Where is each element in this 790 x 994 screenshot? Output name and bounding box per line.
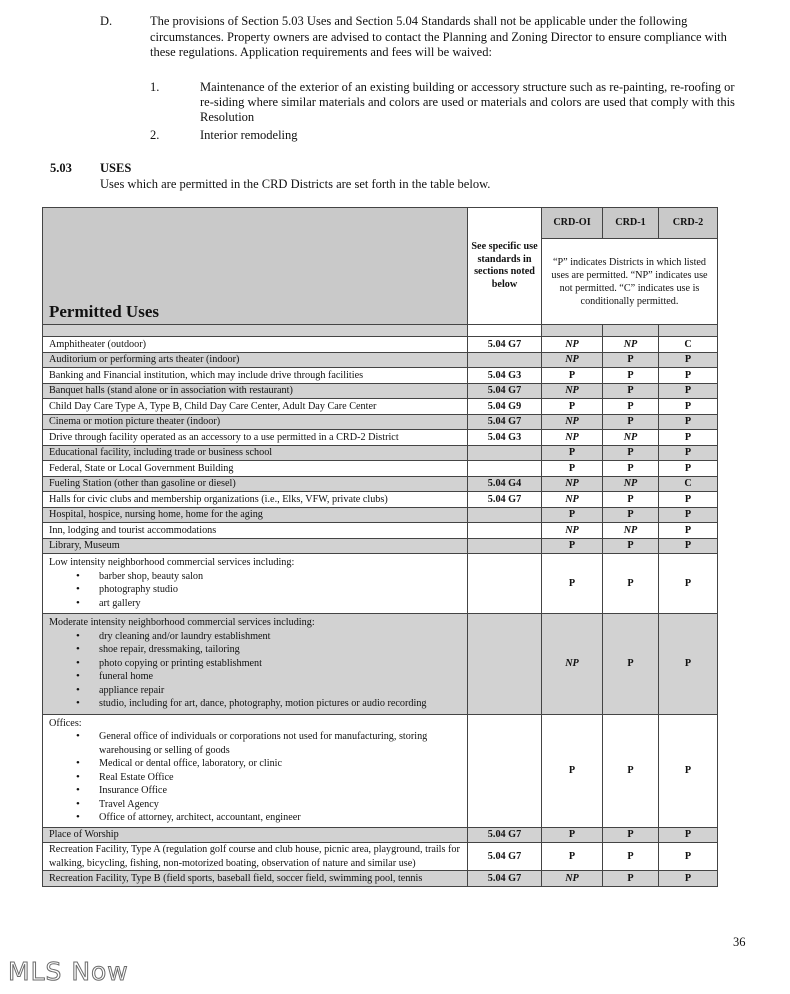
standard-cell: 5.04 G7 — [468, 827, 542, 843]
crd-2-cell: P — [659, 714, 718, 827]
standard-cell: 5.04 G7 — [468, 414, 542, 430]
table-body-after — [43, 827, 718, 886]
use-cell: Recreation Facility, Type B (field sports, baseball field, soccer field, swimming pool, tennis — [43, 871, 468, 887]
list-item: • funeral home — [99, 670, 461, 684]
crd-1-cell: P — [603, 445, 659, 461]
crd-2-cell: P — [659, 871, 718, 887]
permitted-uses-table — [42, 207, 718, 887]
standard-cell: 5.04 G7 — [468, 492, 542, 508]
table-row — [43, 337, 718, 353]
crd-oi-cell: NP — [542, 383, 603, 399]
standard-cell: 5.04 G7 — [468, 383, 542, 399]
crd-1-cell: P — [603, 461, 659, 477]
crd-oi-cell: P — [542, 368, 603, 384]
table-row — [43, 476, 718, 492]
standard-cell: 5.04 G9 — [468, 399, 542, 415]
crd-2-cell: P — [659, 827, 718, 843]
crd-oi-cell: NP — [542, 614, 603, 715]
list-item: • General office of individuals or corporations not used for manufacturing, storing warehousing or selling of goods — [99, 730, 461, 757]
use-cell: Banking and Financial institution, which may include drive through facilities — [43, 368, 468, 384]
standard-cell: 5.04 G7 — [468, 871, 542, 887]
table-row — [43, 538, 718, 554]
crd-1-cell: P — [603, 554, 659, 614]
group-title: Low intensity neighborhood commercial services including: — [49, 557, 295, 568]
item-2-text: Interior remodeling — [200, 128, 298, 142]
section-d-label: D. — [100, 14, 113, 28]
crd-1-cell: NP — [603, 430, 659, 446]
use-cell: Halls for civic clubs and membership organizations (i.e., Elks, VFW, private clubs) — [43, 492, 468, 508]
group-title: Offices: — [49, 717, 82, 729]
standard-cell — [468, 507, 542, 523]
crd-oi-cell: NP — [542, 476, 603, 492]
crd-oi-cell: P — [542, 554, 603, 614]
crd-2-cell: P — [659, 492, 718, 508]
crd-oi-cell: NP — [542, 337, 603, 353]
crd-1-cell: P — [603, 383, 659, 399]
use-cell: Educational facility, including trade or business school — [43, 445, 468, 461]
crd-1-cell: P — [603, 714, 659, 827]
standard-cell: 5.04 G3 — [468, 430, 542, 446]
crd-2-cell: C — [659, 476, 718, 492]
crd-oi-cell: NP — [542, 492, 603, 508]
crd-oi-cell: P — [542, 445, 603, 461]
list-item: • Office of attorney, architect, accountant, engineer — [99, 811, 461, 825]
crd-1-cell: P — [603, 843, 659, 871]
crd-1-cell: P — [603, 352, 659, 368]
crd-2-cell: P — [659, 843, 718, 871]
crd-oi-cell: NP — [542, 871, 603, 887]
crd-1-cell: P — [603, 507, 659, 523]
use-cell: Library, Museum — [43, 538, 468, 554]
table-spacer-row — [43, 325, 718, 337]
crd-oi-cell: P — [542, 507, 603, 523]
list-item: • Travel Agency — [99, 798, 461, 812]
crd-2-cell: C — [659, 337, 718, 353]
table-row — [43, 461, 718, 477]
item-1-text: Maintenance of the exterior of an existing building or accessory structure such as re-painting, re-roofing or re-siding where similar materials and colors are used or materials and colors are used that comply with this Resolution — [200, 80, 735, 124]
use-cell: Cinema or motion picture theater (indoor) — [43, 414, 468, 430]
list-item: • photography studio — [99, 583, 461, 597]
table-row — [43, 492, 718, 508]
header-standards: See specific use standards in sections noted below — [468, 208, 542, 325]
crd-1-cell: NP — [603, 523, 659, 539]
list-item: • art gallery — [99, 597, 461, 611]
list-item: • appliance repair — [99, 684, 461, 698]
crd-1-cell: NP — [603, 337, 659, 353]
header-crd-oi: CRD-OI — [542, 208, 603, 239]
crd-2-cell: P — [659, 352, 718, 368]
list-item: • Medical or dental office, laboratory, or clinic — [99, 757, 461, 771]
table-row — [43, 507, 718, 523]
crd-1-cell: P — [603, 414, 659, 430]
use-cell: Recreation Facility, Type A (regulation golf course and club house, picnic area, playground, trails for walking, bicycling, fishing, non-motorized boating, observation of nature and similar use) — [43, 843, 468, 871]
use-cell: Federal, State or Local Government Building — [43, 461, 468, 477]
standard-cell — [468, 554, 542, 614]
crd-1-cell: P — [603, 492, 659, 508]
crd-2-cell: P — [659, 383, 718, 399]
crd-2-cell: P — [659, 430, 718, 446]
table-row — [43, 843, 718, 871]
use-cell: Hospital, hospice, nursing home, home for the aging — [43, 507, 468, 523]
table-body-main — [43, 337, 718, 554]
standard-cell — [468, 461, 542, 477]
crd-oi-cell: NP — [542, 352, 603, 368]
crd-2-cell: P — [659, 445, 718, 461]
standard-cell — [468, 614, 542, 715]
crd-oi-cell: NP — [542, 414, 603, 430]
standard-cell: 5.04 G7 — [468, 337, 542, 353]
list-item: • Insurance Office — [99, 784, 461, 798]
header-crd-1: CRD-1 — [603, 208, 659, 239]
crd-2-cell: P — [659, 554, 718, 614]
header-crd-2: CRD-2 — [659, 208, 718, 239]
crd-oi-cell: P — [542, 827, 603, 843]
crd-oi-cell: NP — [542, 523, 603, 539]
crd-2-cell: P — [659, 614, 718, 715]
standard-cell: 5.04 G7 — [468, 843, 542, 871]
section-intro: Uses which are permitted in the CRD Districts are set forth in the table below. — [100, 177, 491, 191]
list-item: • studio, including for art, dance, photography, motion pictures or audio recording — [99, 697, 461, 711]
mls-now-watermark: MLS Now — [8, 957, 129, 986]
table-row — [43, 352, 718, 368]
list-item: • photo copying or printing establishment — [99, 657, 461, 671]
table-row — [43, 430, 718, 446]
crd-oi-cell: P — [542, 538, 603, 554]
crd-1-cell: P — [603, 368, 659, 384]
crd-2-cell: P — [659, 461, 718, 477]
crd-2-cell: P — [659, 414, 718, 430]
crd-oi-cell: P — [542, 399, 603, 415]
standard-cell — [468, 538, 542, 554]
item-2-number: 2. — [150, 128, 160, 142]
table-row — [43, 414, 718, 430]
crd-1-cell: P — [603, 827, 659, 843]
table-row — [43, 523, 718, 539]
standard-cell — [468, 523, 542, 539]
crd-1-cell: P — [603, 399, 659, 415]
table-row — [43, 871, 718, 887]
crd-oi-cell: NP — [542, 430, 603, 446]
crd-2-cell: P — [659, 368, 718, 384]
crd-oi-cell: P — [542, 714, 603, 827]
table-row — [43, 368, 718, 384]
standard-cell — [468, 714, 542, 827]
header-permitted-uses: Permitted Uses — [43, 208, 468, 325]
use-cell: Child Day Care Type A, Type B, Child Day Care Center, Adult Day Care Center — [43, 399, 468, 415]
standard-cell: 5.04 G4 — [468, 476, 542, 492]
group-row-offices — [43, 714, 718, 827]
section-title: USES — [100, 161, 132, 175]
table-row — [43, 383, 718, 399]
section-d-text: The provisions of Section 5.03 Uses and Section 5.04 Standards shall not be applicable under the following circumstances. Property owners are advised to contact the Planning and Zoning Director to ensure compliance with these regulations. Application requirements and fees will be waived: — [150, 14, 727, 59]
table-row — [43, 399, 718, 415]
list-item: • Real Estate Office — [99, 771, 461, 785]
group-item-list — [49, 730, 461, 825]
list-item: • dry cleaning and/or laundry establishment — [99, 630, 461, 644]
crd-2-cell: P — [659, 399, 718, 415]
section-number: 5.03 — [50, 161, 72, 175]
use-cell: Place of Worship — [43, 827, 468, 843]
crd-2-cell: P — [659, 523, 718, 539]
standard-cell — [468, 445, 542, 461]
crd-1-cell: NP — [603, 476, 659, 492]
standard-cell: 5.04 G3 — [468, 368, 542, 384]
group-row-moderate-intensity — [43, 614, 718, 715]
crd-1-cell: P — [603, 538, 659, 554]
table-row — [43, 827, 718, 843]
table-row — [43, 445, 718, 461]
group-row-low-intensity — [43, 554, 718, 614]
list-item: • barber shop, beauty salon — [99, 570, 461, 584]
use-cell: Auditorium or performing arts theater (indoor) — [43, 352, 468, 368]
crd-1-cell: P — [603, 871, 659, 887]
standard-cell — [468, 352, 542, 368]
use-cell: Amphitheater (outdoor) — [43, 337, 468, 353]
list-item: • shoe repair, dressmaking, tailoring — [99, 643, 461, 657]
crd-oi-cell: P — [542, 843, 603, 871]
group-title: Moderate intensity neighborhood commercial services including: — [49, 617, 315, 628]
group-item-list — [49, 630, 461, 711]
crd-2-cell: P — [659, 507, 718, 523]
use-cell: Inn, lodging and tourist accommodations — [43, 523, 468, 539]
item-1-number: 1. — [150, 80, 160, 94]
header-legend-note: “P” indicates Districts in which listed uses are permitted. “NP” indicates use not permitted. “C” indicates use is conditionally permitted. — [542, 239, 718, 325]
crd-1-cell: P — [603, 614, 659, 715]
crd-2-cell: P — [659, 538, 718, 554]
crd-oi-cell: P — [542, 461, 603, 477]
use-cell: Fueling Station (other than gasoline or diesel) — [43, 476, 468, 492]
group-item-list — [49, 570, 461, 611]
page-number: 36 — [733, 935, 746, 949]
use-cell: Drive through facility operated as an accessory to a use permitted in a CRD-2 District — [43, 430, 468, 446]
use-cell: Banquet halls (stand alone or in association with restaurant) — [43, 383, 468, 399]
